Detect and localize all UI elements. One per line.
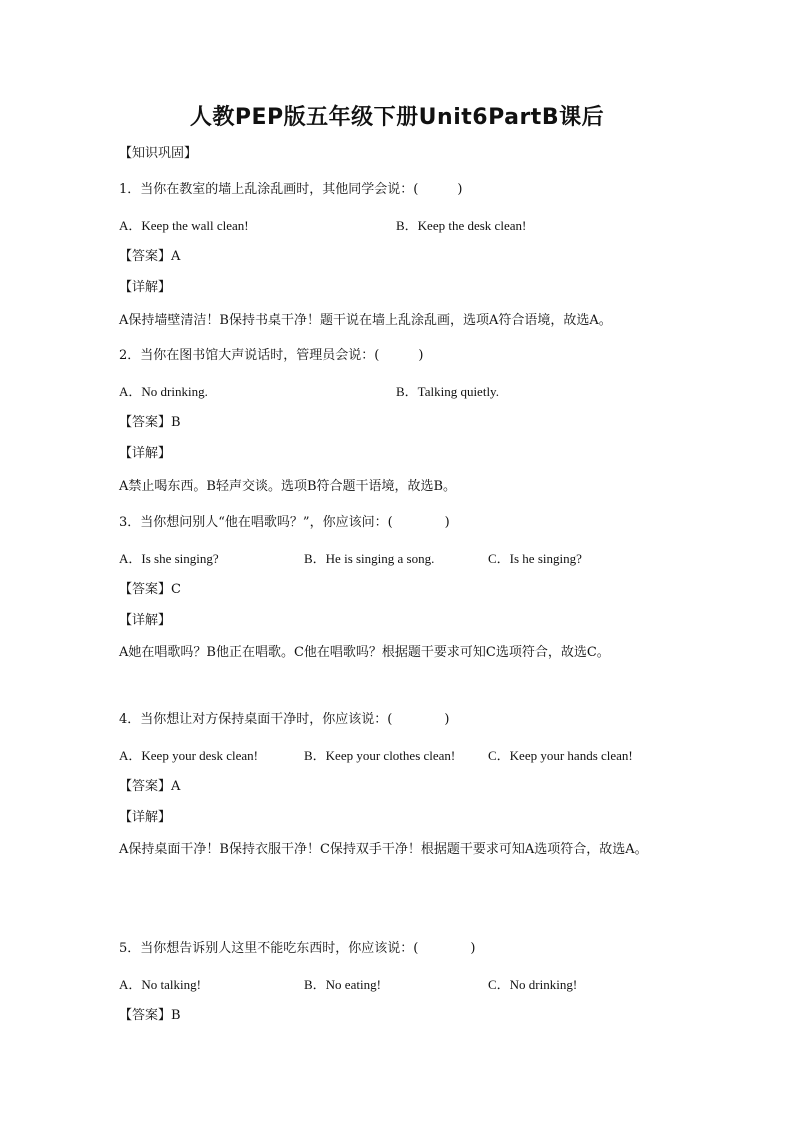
question-3-explanation: A她在唱歌吗？B他正在唱歌。C他在唱歌吗？根据题干要求可知C选项符合，故选C。 [119, 645, 610, 660]
page-title: 人教PEP版五年级下册Unit6PartB课后 [189, 105, 605, 130]
question-1-option-b: B．Keep the desk clean! [396, 218, 527, 233]
question-1-answer: 【答案】A [119, 249, 181, 264]
question-4-stem: 4．当你想让对方保持桌面干净时，你应该说：( ) [119, 712, 450, 727]
question-5-option-b: B．No eating! [304, 977, 381, 992]
question-3-explain-label: 【详解】 [119, 613, 172, 628]
question-2-answer: 【答案】B [119, 415, 181, 430]
question-4-explanation: A保持桌面干净！B保持衣服干净！C保持双手干净！根据题干要求可知A选项符合，故选A。 [119, 842, 648, 857]
question-3-option-b: B．He is singing a song. [304, 551, 435, 566]
question-4-answer: 【答案】A [119, 779, 181, 794]
question-5-stem: 5．当你想告诉别人这里不能吃东西时，你应该说：( ) [119, 941, 476, 956]
question-1-stem: 1．当你在教室的墙上乱涂乱画时，其他同学会说：( ) [119, 182, 463, 197]
question-2-explanation: A禁止喝东西。B轻声交谈。选项B符合题干语境，故选B。 [119, 479, 457, 494]
question-3-stem: 3．当你想问别人“他在唱歌吗？”，你应该问：( ) [119, 515, 450, 530]
question-5-option-c: C．No drinking! [488, 977, 578, 992]
question-4-option-c: C．Keep your hands clean! [488, 748, 633, 763]
section-label: 【知识巩固】 [119, 146, 198, 161]
question-2-stem: 2．当你在图书馆大声说话时，管理员会说：( ) [119, 348, 424, 363]
question-2-option-a: A．No drinking. [119, 384, 208, 399]
question-3-option-c: C．Is he singing? [488, 551, 582, 566]
question-4-option-a: A．Keep your desk clean! [119, 748, 258, 763]
question-1-explanation: A保持墙壁清洁！B保持书桌干净！题干说在墙上乱涂乱画，选项A符合语境，故选A。 [119, 313, 612, 328]
question-2-explain-label: 【详解】 [119, 446, 172, 461]
question-1-explain-label: 【详解】 [119, 280, 172, 295]
question-4-explain-label: 【详解】 [119, 810, 172, 825]
question-1-option-a: A．Keep the wall clean! [119, 218, 249, 233]
question-3-answer: 【答案】C [119, 582, 181, 597]
question-5-option-a: A．No talking! [119, 977, 201, 992]
question-4-option-b: B．Keep your clothes clean! [304, 748, 456, 763]
question-2-option-b: B．Talking quietly. [396, 384, 499, 399]
question-3-option-a: A．Is she singing? [119, 551, 219, 566]
question-5-answer: 【答案】B [119, 1008, 181, 1023]
